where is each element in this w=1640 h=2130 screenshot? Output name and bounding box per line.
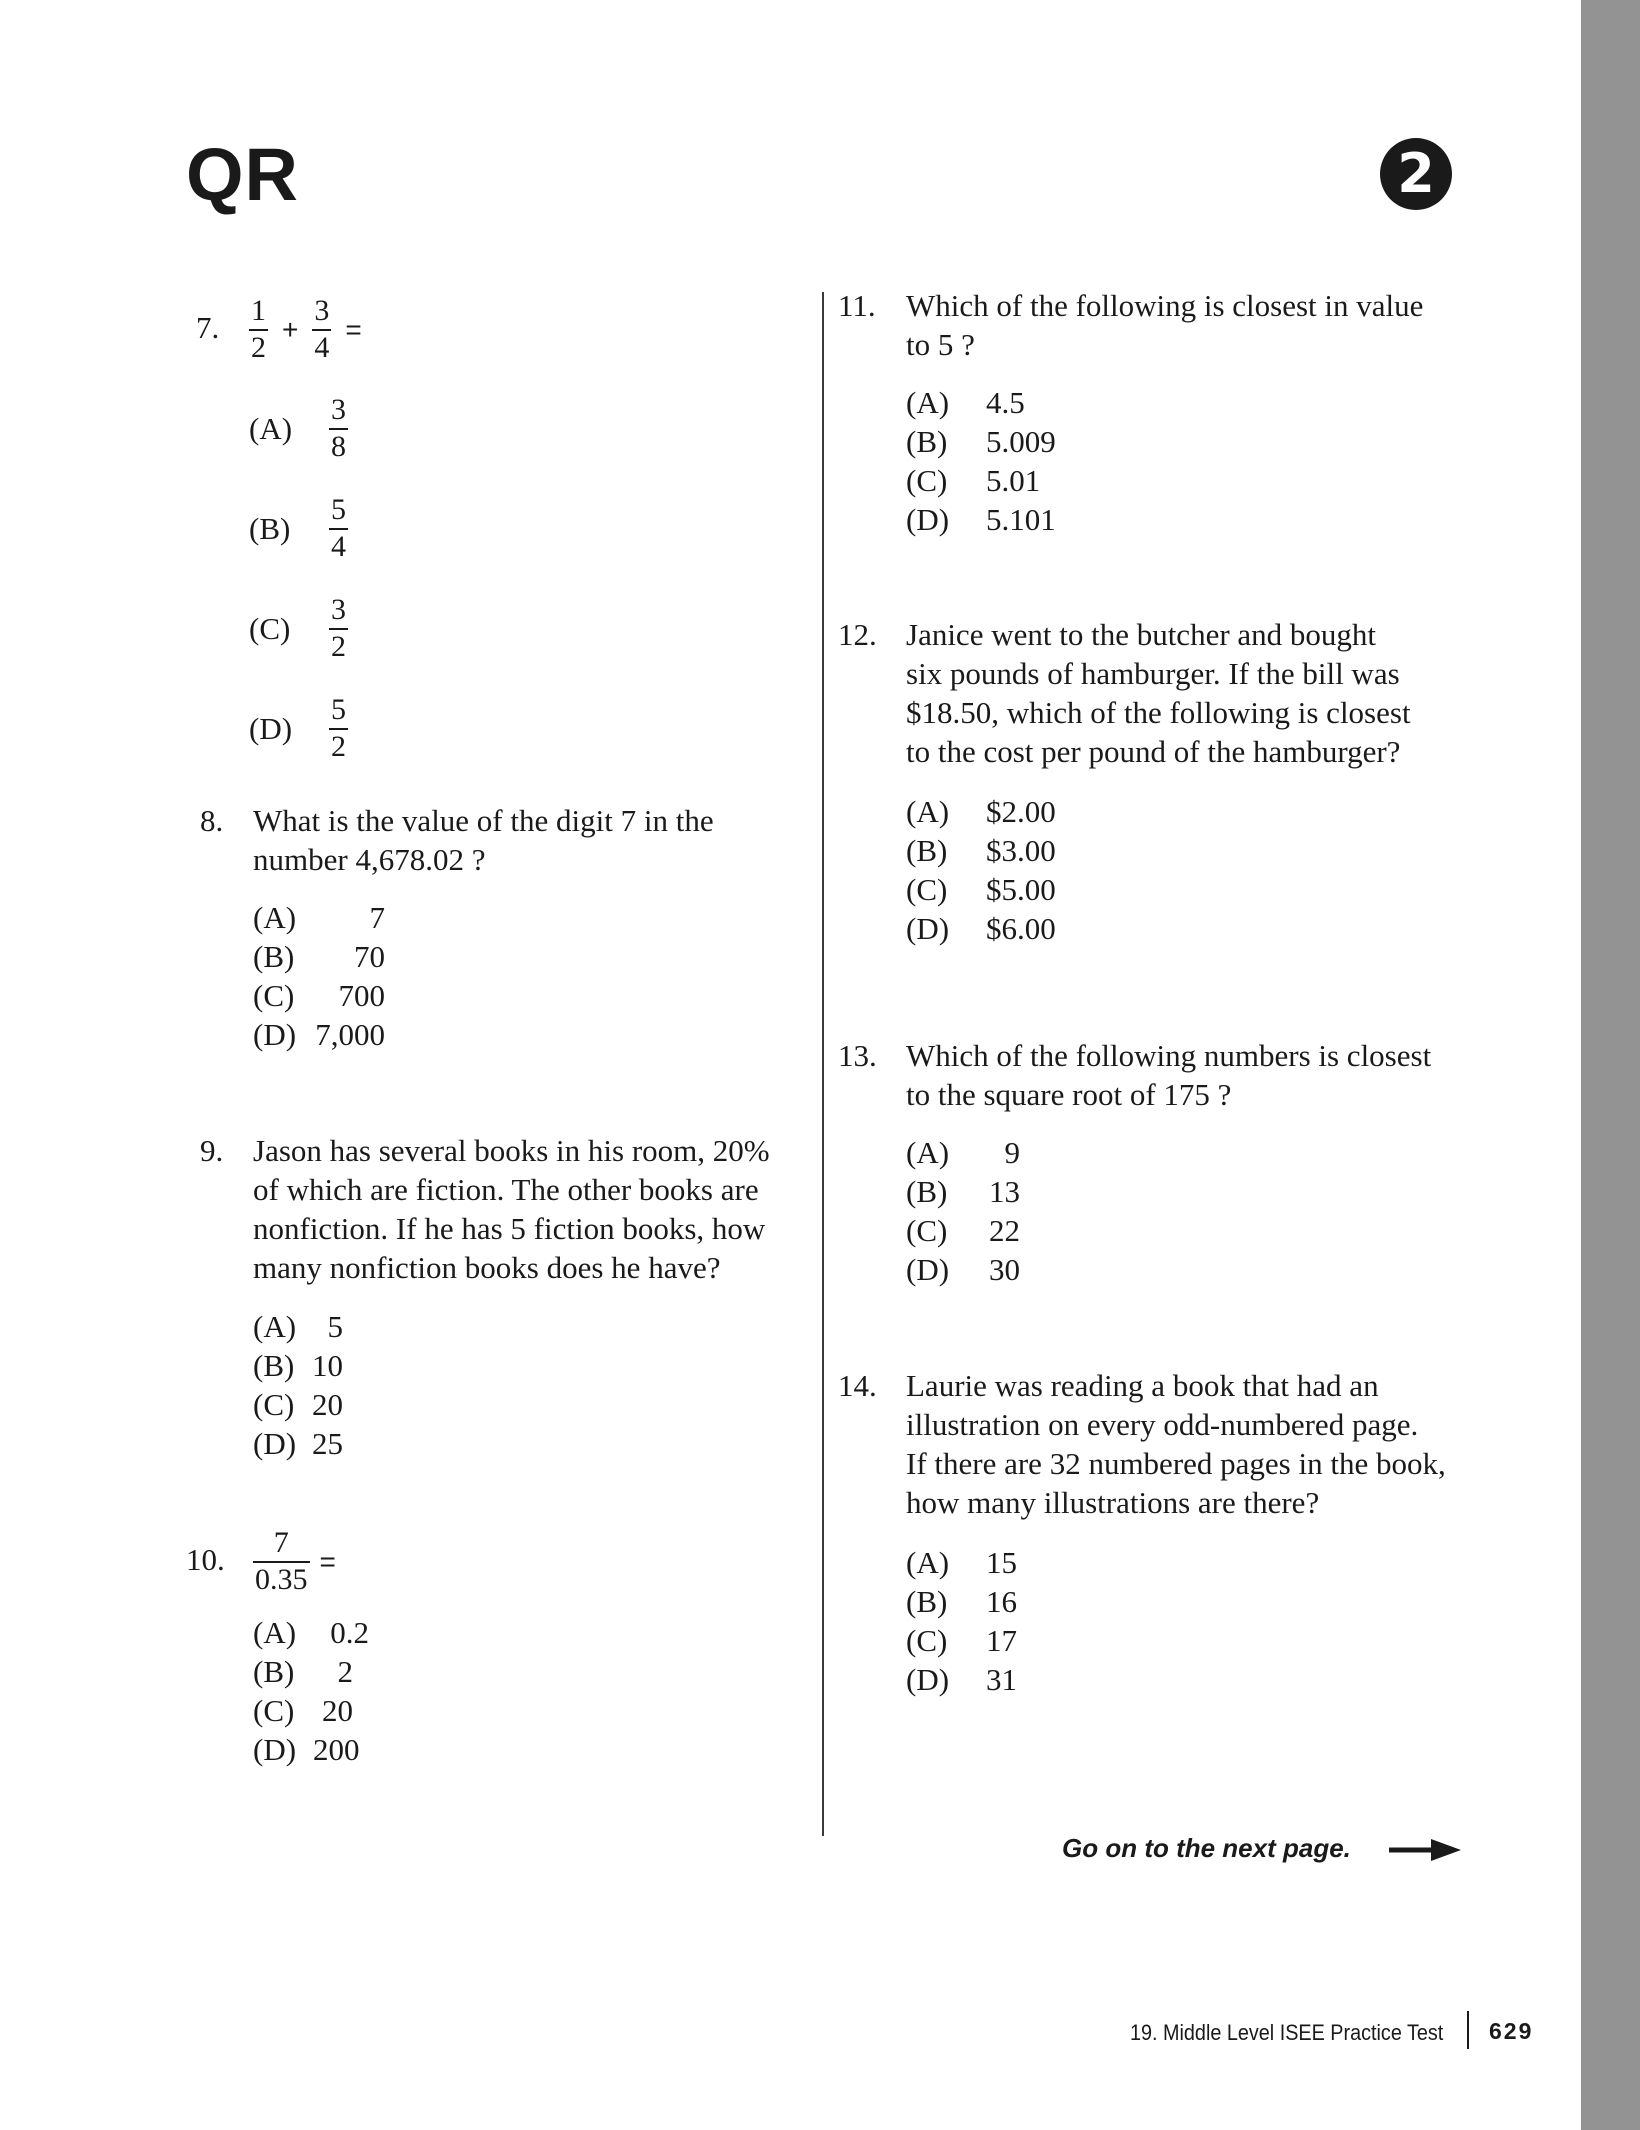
- numerator: 3: [314, 294, 330, 327]
- option-letter: (B): [906, 1174, 948, 1209]
- column-divider: [822, 292, 824, 1836]
- option-value: $5.00: [986, 872, 1056, 907]
- option-letter: (A): [253, 900, 297, 935]
- question-line: to 5 ?: [906, 327, 975, 362]
- option-value: 5.101: [986, 502, 1056, 537]
- option-value: 7: [369, 900, 385, 935]
- answer-option[interactable]: [253, 976, 385, 1015]
- answer-option[interactable]: [253, 1691, 369, 1730]
- answer-option[interactable]: [249, 478, 348, 578]
- option-value: 9: [1004, 1135, 1020, 1170]
- option-letter: (A): [906, 385, 950, 420]
- option-value: 5: [327, 1309, 343, 1344]
- option-letter: (B): [906, 1584, 948, 1619]
- next-page-instruction: Go on to the next page.: [1062, 1833, 1351, 1863]
- answer-option[interactable]: [249, 678, 348, 778]
- option-letter: (A): [253, 1615, 297, 1650]
- question-line: to the square root of 175 ?: [906, 1077, 1232, 1112]
- fraction: [253, 1528, 310, 1595]
- option-letter: (B): [253, 1348, 295, 1383]
- question-line: six pounds of hamburger. If the bill was: [906, 656, 1400, 691]
- numerator: 1: [251, 294, 266, 327]
- option-value: 20: [322, 1693, 353, 1728]
- denominator: 4: [314, 331, 330, 364]
- answer-option[interactable]: [906, 500, 1056, 539]
- option-letter: (C): [253, 1387, 295, 1422]
- option-value: 31: [986, 1662, 1017, 1697]
- answer-option[interactable]: [249, 378, 348, 478]
- answer-option[interactable]: [253, 1346, 343, 1385]
- fraction: [329, 692, 348, 763]
- answer-option[interactable]: [253, 1613, 369, 1652]
- option-letter: (C): [906, 463, 948, 498]
- option-letter: (D): [253, 1732, 297, 1767]
- question-number: 9.: [200, 1133, 224, 1168]
- question-expression: [249, 296, 362, 363]
- option-value: 16: [986, 1584, 1017, 1619]
- question-expression: [253, 1528, 336, 1595]
- option-value: 30: [989, 1252, 1020, 1287]
- fraction: [329, 592, 348, 663]
- answer-option[interactable]: [906, 1133, 1020, 1172]
- answer-option[interactable]: [906, 1621, 1017, 1660]
- option-letter: (D): [253, 1017, 297, 1052]
- answer-option[interactable]: [906, 1543, 1017, 1582]
- option-value: 2: [337, 1654, 353, 1689]
- chapter-title: 19. Middle Level ISEE Practice Test: [1130, 2020, 1444, 2045]
- question-line: number 4,678.02 ?: [253, 842, 486, 877]
- option-letter: (A): [906, 1135, 950, 1170]
- option-value: 4.5: [986, 385, 1025, 420]
- equals-sign: =: [319, 1546, 336, 1577]
- answer-option[interactable]: [906, 461, 1056, 500]
- question-line: Which of the following numbers is closest: [906, 1038, 1432, 1073]
- option-value: 15: [986, 1545, 1017, 1580]
- option-value: 25: [312, 1426, 343, 1461]
- option-value: 700: [338, 978, 385, 1013]
- answer-option[interactable]: [906, 831, 1056, 870]
- option-value: 13: [989, 1174, 1020, 1209]
- option-letter: (B): [906, 833, 948, 868]
- option-letter: (C): [906, 872, 948, 907]
- option-letter: (D): [906, 1252, 950, 1287]
- question-line: Laurie was reading a book that had an: [906, 1368, 1379, 1403]
- question-number: 13.: [838, 1038, 877, 1073]
- denominator: 4: [331, 529, 346, 563]
- numerator: 7: [273, 1526, 289, 1559]
- answer-options: [253, 1307, 343, 1463]
- fraction: [329, 492, 348, 563]
- answer-option[interactable]: [253, 1307, 343, 1346]
- question-text: [906, 1366, 1446, 1522]
- numerator: 3: [331, 392, 346, 426]
- answer-option[interactable]: [253, 1652, 369, 1691]
- question-line: to the cost per pound of the hamburger?: [906, 734, 1401, 769]
- option-letter: (C): [906, 1213, 948, 1248]
- question-text: [906, 1036, 1431, 1114]
- question-line: Janice went to the butcher and bought: [906, 617, 1377, 652]
- question-text: [906, 615, 1411, 771]
- option-value: $3.00: [986, 833, 1056, 868]
- section-number-badge: 2: [1380, 138, 1452, 210]
- option-letter: (C): [253, 1693, 295, 1728]
- question-line: nonfiction. If he has 5 fiction books, how: [253, 1211, 766, 1246]
- answer-option[interactable]: [253, 898, 385, 937]
- numerator: 3: [331, 592, 346, 626]
- fraction: [329, 392, 348, 463]
- answer-option[interactable]: [253, 937, 385, 976]
- denominator: 0.35: [255, 1563, 308, 1596]
- answer-option[interactable]: [906, 422, 1056, 461]
- option-letter: (B): [906, 424, 948, 459]
- answer-option[interactable]: [906, 1660, 1017, 1699]
- answer-options: [906, 792, 1056, 948]
- question-line: of which are fiction. The other books are: [253, 1172, 759, 1207]
- option-value: 200: [313, 1732, 360, 1767]
- option-value: 5.009: [986, 424, 1056, 459]
- option-value: 10: [312, 1348, 343, 1383]
- arrow-right-icon: [1389, 1839, 1461, 1861]
- question-line: $18.50, which of the following is closest: [906, 695, 1411, 730]
- option-value: 17: [986, 1623, 1017, 1658]
- question-number: 8.: [200, 803, 224, 838]
- answer-options: [906, 1543, 1017, 1699]
- question-line: many nonfiction books does he have?: [253, 1250, 721, 1285]
- denominator: 2: [251, 331, 266, 364]
- question-text: [906, 286, 1423, 364]
- question-line: If there are 32 numbered pages in the book,: [906, 1446, 1446, 1481]
- option-letter: (D): [249, 710, 293, 746]
- question-line: What is the value of the digit 7 in the: [253, 803, 714, 838]
- option-letter: (C): [253, 978, 295, 1013]
- section-title: QR: [186, 133, 299, 216]
- answer-option[interactable]: [906, 1172, 1020, 1211]
- answer-option[interactable]: [253, 1385, 343, 1424]
- option-letter: (A): [906, 1545, 950, 1580]
- answer-option[interactable]: [253, 1730, 369, 1769]
- plus-operator: +: [282, 314, 299, 345]
- answer-option[interactable]: [906, 383, 1056, 422]
- option-value: $6.00: [986, 911, 1056, 946]
- question-number: 12.: [838, 617, 877, 652]
- question-number: 10.: [186, 1542, 225, 1577]
- option-letter: (C): [249, 610, 291, 646]
- option-letter: (B): [249, 510, 291, 546]
- page-number: 629: [1489, 2018, 1534, 2044]
- option-value: 22: [989, 1213, 1020, 1248]
- answer-options: [906, 383, 1056, 539]
- option-letter: (A): [249, 410, 293, 446]
- option-value: 20: [312, 1387, 343, 1422]
- numerator: 5: [331, 492, 346, 526]
- question-line: Which of the following is closest in value: [906, 288, 1424, 323]
- option-letter: (D): [906, 1662, 950, 1697]
- option-value: 70: [354, 939, 385, 974]
- footer-separator: [1467, 2011, 1469, 2049]
- option-letter: (B): [253, 1654, 295, 1689]
- option-letter: (A): [253, 1309, 297, 1344]
- option-value: 0.2: [330, 1615, 369, 1650]
- question-text: [253, 1131, 770, 1287]
- equals-sign: =: [345, 314, 362, 345]
- fraction: [249, 296, 268, 363]
- question-line: illustration on every odd-numbered page.: [906, 1407, 1419, 1442]
- option-letter: (C): [906, 1623, 948, 1658]
- numerator: 5: [331, 692, 346, 726]
- option-letter: (D): [253, 1426, 297, 1461]
- answer-option[interactable]: [906, 792, 1056, 831]
- answer-option[interactable]: [253, 1424, 343, 1463]
- option-letter: (A): [906, 794, 950, 829]
- answer-options: [249, 378, 348, 778]
- denominator: 2: [331, 729, 346, 763]
- fraction: [312, 296, 331, 363]
- option-value: 5.01: [986, 463, 1041, 498]
- option-value: 7,000: [315, 1017, 385, 1052]
- option-value: $2.00: [986, 794, 1056, 829]
- answer-option[interactable]: [253, 1015, 385, 1054]
- question-line: Jason has several books in his room, 20%: [253, 1133, 770, 1168]
- answer-option[interactable]: [249, 578, 348, 678]
- answer-option[interactable]: [906, 1582, 1017, 1621]
- option-letter: (D): [906, 502, 950, 537]
- answer-option[interactable]: [906, 870, 1056, 909]
- question-line: how many illustrations are there?: [906, 1485, 1320, 1520]
- question-text: [253, 801, 714, 879]
- answer-options: [906, 1133, 1020, 1289]
- option-letter: (B): [253, 939, 295, 974]
- answer-option[interactable]: [906, 1250, 1020, 1289]
- answer-option[interactable]: [906, 1211, 1020, 1250]
- denominator: 8: [331, 429, 346, 463]
- question-number: 14.: [838, 1368, 877, 1403]
- answer-option[interactable]: [906, 909, 1056, 948]
- question-number: 11.: [838, 288, 876, 323]
- question-number: 7.: [196, 310, 220, 345]
- option-letter: (D): [906, 911, 950, 946]
- page-edge-tab: [1581, 0, 1640, 2130]
- denominator: 2: [331, 629, 346, 663]
- answer-options: [253, 1613, 369, 1769]
- answer-options: [253, 898, 385, 1054]
